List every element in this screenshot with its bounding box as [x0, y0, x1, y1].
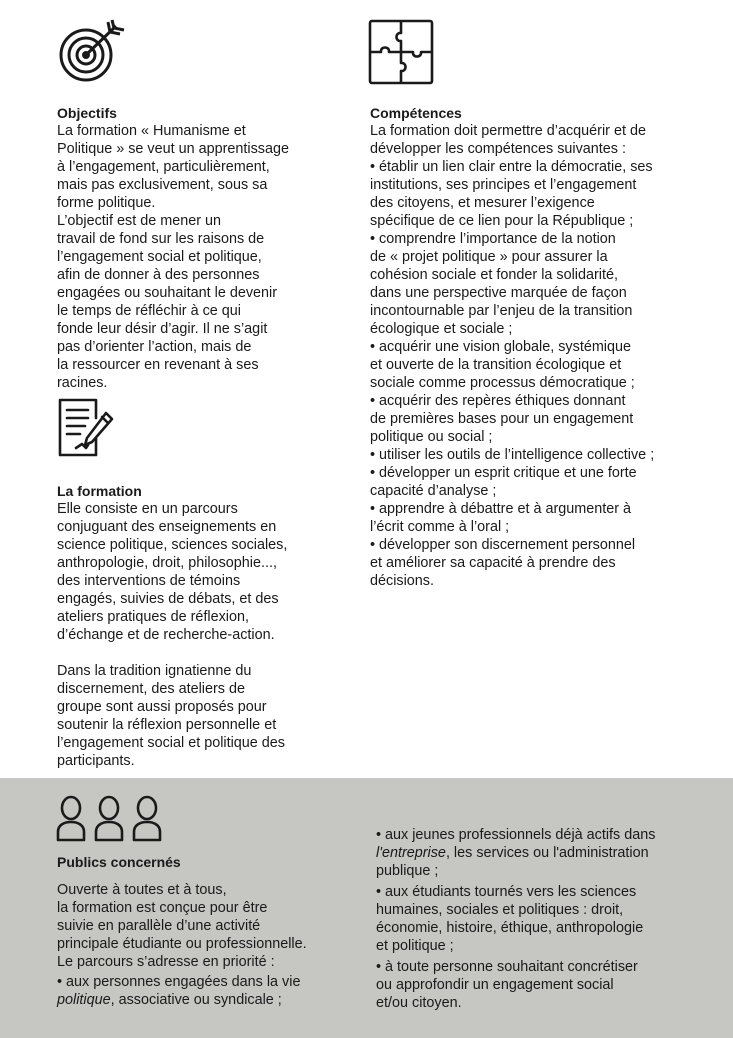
italic-word: l'entreprise: [376, 845, 446, 861]
target-icon: [54, 18, 128, 82]
text-line: pas d’orienter l’action, mais de: [57, 339, 252, 355]
text-line: et ouverte de la transition écologique et: [370, 357, 622, 373]
list-item-continuation: [57, 991, 367, 1009]
text-line: forme politique.: [57, 195, 156, 211]
text-line: de « projet politique » pour assurer la: [370, 249, 608, 265]
text-line: l’écrit comme à l’oral ;: [370, 519, 510, 535]
text-line: La formation doit permettre d’acquérir et de: [370, 123, 646, 139]
text-line: Ouverte à toutes et à tous,: [57, 882, 227, 898]
text-line: capacité d’analyse ;: [370, 483, 497, 499]
objectifs-heading: Objectifs: [57, 105, 117, 121]
text-line: racines.: [57, 375, 108, 391]
text-line: ou approfondir un engagement social: [376, 977, 614, 993]
list-item: • aux personnes engagées dans la vie: [57, 974, 301, 990]
text-line: conjuguant des enseignements en: [57, 519, 277, 535]
text-line: la formation est conçue pour être: [57, 900, 268, 916]
text-span: , les services ou l'administration: [445, 845, 649, 861]
text-line: • établir un lien clair entre la démocratie, ses: [370, 159, 653, 175]
formation-text: [57, 500, 357, 770]
text-line: l’engagement social et politique des: [57, 735, 286, 751]
text-line: • comprendre l’importance de la notion: [370, 231, 616, 247]
text-line: cohésion sociale et fonder la solidarité,: [370, 267, 618, 283]
text-line: politique ou social ;: [370, 429, 493, 445]
list-item: • à toute personne souhaitant concrétiser: [376, 959, 638, 975]
text-line: mais pas exclusivement, sous sa: [57, 177, 268, 193]
text-line: La formation « Humanisme et: [57, 123, 246, 139]
text-line: des citoyens, et mesurer l’exigence: [370, 195, 595, 211]
text-line: des interventions de témoins: [57, 573, 241, 589]
text-line: à l’engagement, particulièrement,: [57, 159, 270, 175]
text-line: Politique » se veut un apprentissage: [57, 141, 290, 157]
text-line: • développer son discernement personnel: [370, 537, 636, 553]
text-line: • apprendre à débattre et à argumenter à: [370, 501, 632, 517]
text-line: décisions.: [370, 573, 434, 589]
text-line: dans une perspective marquée de façon: [370, 285, 627, 301]
list-item: • aux jeunes professionnels déjà actifs dans: [376, 827, 656, 843]
text-line: Dans la tradition ignatienne du: [57, 663, 252, 679]
italic-word: politique: [57, 992, 111, 1008]
text-line: l’engagement social et politique,: [57, 249, 262, 265]
list-item: • aux étudiants tournés vers les sciences: [376, 884, 637, 900]
text-line: L’objectif est de mener un: [57, 213, 221, 229]
text-line: engagés, suivies de débats, et des: [57, 591, 279, 607]
text-line: Elle consiste en un parcours: [57, 501, 238, 517]
text-line: développer les compétences suivantes :: [370, 141, 626, 157]
publics-right-text: [376, 826, 716, 1012]
text-line: sociale comme processus démocratique ;: [370, 375, 635, 391]
paragraph-spacer: [57, 644, 357, 662]
text-line: d’échange et de recherche-action.: [57, 627, 275, 643]
text-line: • acquérir une vision globale, systémique: [370, 339, 632, 355]
text-line: soutenir la réflexion personnelle et: [57, 717, 277, 733]
objectifs-text: [57, 122, 357, 392]
text-line: travail de fond sur les raisons de: [57, 231, 265, 247]
text-line: participants.: [57, 753, 135, 769]
list-item-continuation: [376, 844, 716, 862]
text-line: • développer un esprit critique et une forte: [370, 465, 637, 481]
text-line: discernement, des ateliers de: [57, 681, 245, 697]
document-pen-icon: [58, 398, 116, 458]
text-line: engagées ou souhaitant le devenir: [57, 285, 278, 301]
text-line: science politique, sciences sociales,: [57, 537, 288, 553]
text-line: la ressourcer en revenant à ses: [57, 357, 259, 373]
text-line: de premières bases pour un engagement: [370, 411, 634, 427]
text-span: , associative ou syndicale ;: [110, 992, 282, 1008]
text-line: anthropologie, droit, philosophie...,: [57, 555, 278, 571]
text-line: principale étudiante ou professionnelle.: [57, 936, 307, 952]
text-line: suivie en parallèle d’une activité: [57, 918, 261, 934]
text-line: Le parcours s’adresse en priorité :: [57, 954, 275, 970]
formation-section: [57, 482, 357, 770]
text-line: institutions, ses principes et l’engagement: [370, 177, 637, 193]
formation-heading: La formation: [57, 483, 142, 499]
competences-section: [370, 104, 710, 590]
text-line: et améliorer sa capacité à prendre des: [370, 555, 616, 571]
publics-heading: Publics concernés: [57, 854, 181, 870]
people-group-icon: [55, 794, 163, 842]
text-line: et politique ;: [376, 938, 454, 954]
text-line: ateliers pratiques de réflexion,: [57, 609, 249, 625]
text-line: écologique et sociale ;: [370, 321, 513, 337]
text-line: spécifique de ce lien pour la République ;: [370, 213, 634, 229]
text-line: humaines, sociales et politiques : droit,: [376, 902, 624, 918]
text-line: • utiliser les outils de l’intelligence collective ;: [370, 447, 655, 463]
text-line: le temps de réfléchir à ce qui: [57, 303, 241, 319]
text-line: et/ou citoyen.: [376, 995, 462, 1011]
competences-heading: Compétences: [370, 105, 462, 121]
text-line: • acquérir des repères éthiques donnant: [370, 393, 626, 409]
text-line: afin de donner à des personnes: [57, 267, 260, 283]
text-line: publique ;: [376, 863, 439, 879]
text-line: incontournable par l’enjeu de la transition: [370, 303, 633, 319]
text-line: groupe sont aussi proposés pour: [57, 699, 267, 715]
competences-text: [370, 122, 710, 590]
objectifs-section: [57, 104, 357, 392]
publics-left-text: [57, 881, 367, 1009]
puzzle-icon: [368, 19, 434, 85]
text-line: fonde leur désir d’agir. Il ne s’agit: [57, 321, 268, 337]
text-line: économie, histoire, éthique, anthropologie: [376, 920, 644, 936]
